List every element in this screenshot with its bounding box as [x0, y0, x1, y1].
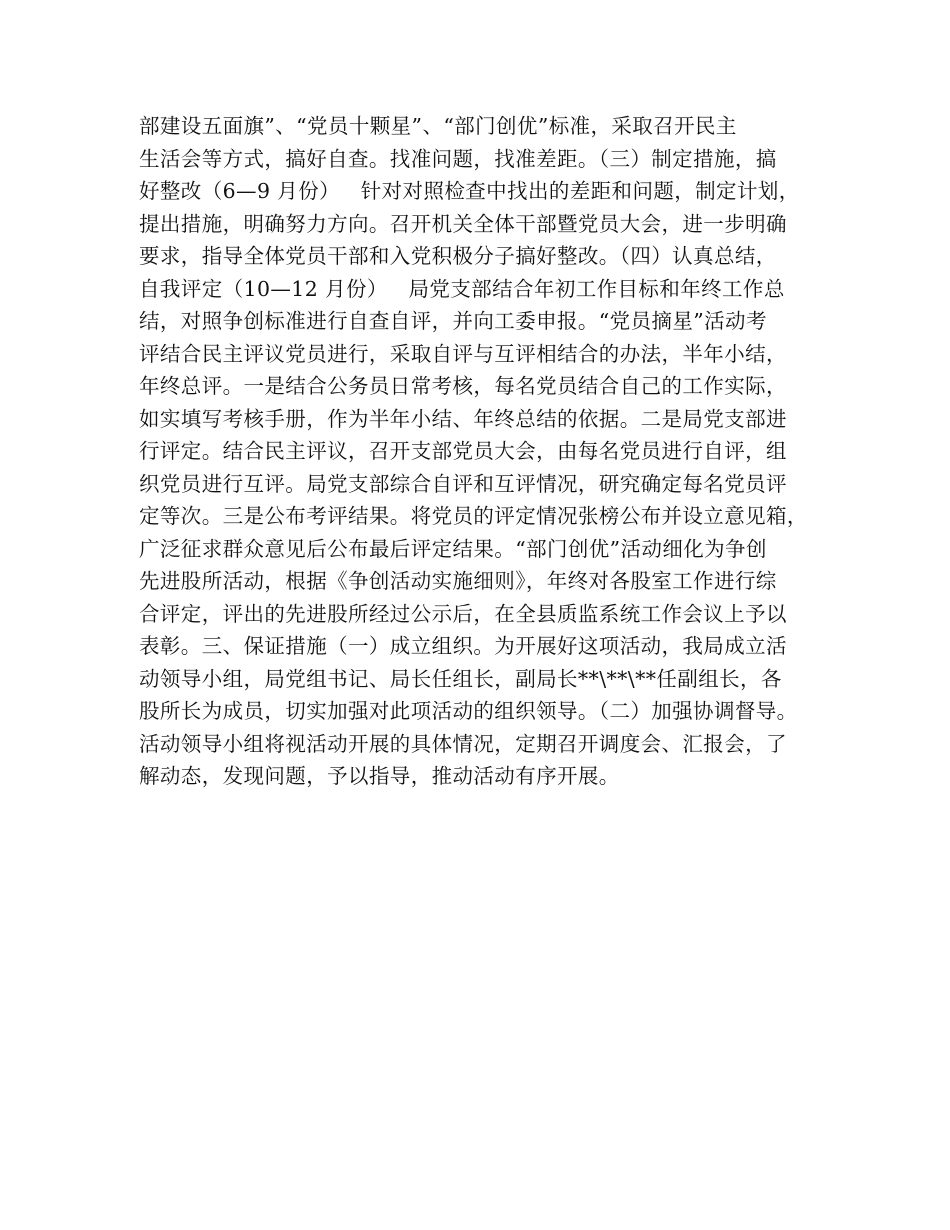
text-line: 自我评定（10—12 月份） 局党支部结合年初工作目标和年终工作总 — [139, 276, 785, 301]
body-text — [139, 110, 839, 793]
text-line: 行评定。结合民主评议，召开支部党员大会，由每名党员进行自评，组 — [139, 439, 787, 463]
text-line: 动领导小组，局党组书记、局长任组长，副局长**\**\**任副组长，各 — [139, 666, 782, 691]
text-line: 定等次。三是公布考评结果。将党员的评定情况张榜公布并设立意见箱， — [139, 504, 808, 528]
text-line: 先进股所活动，根据《争创活动实施细则》，年终对各股室工作进行综 — [139, 569, 777, 593]
text-line: 部建设五面旗”、“党员十颗星”、“部门创优”标准，采取召开民主 — [139, 114, 737, 138]
text-line: 要求，指导全体党员干部和入党积极分子搞好整改。（四）认真总结， — [139, 244, 777, 268]
text-line: 合评定，评出的先进股所经过公示后，在全县质监系统工作会议上予以 — [139, 601, 787, 626]
text-line: 解动态，发现问题，予以指导，推动活动有序开展。 — [139, 764, 620, 788]
text-line: 提出措施，明确努力方向。召开机关全体干部暨党员大会，进一步明确 — [139, 211, 787, 236]
text-line: 股所长为成员，切实加强对此项活动的组织领导。（二）加强协调督导。 — [139, 699, 798, 723]
text-line: 织党员进行互评。局党支部综合自评和互评情况，研究确定每名党员评 — [139, 471, 787, 496]
text-line: 活动领导小组将视活动开展的具体情况，定期召开调度会、汇报会，了 — [139, 731, 787, 756]
text-line: 生活会等方式，搞好自查。找准问题，找准差距。（三）制定措施，搞 — [139, 146, 777, 171]
text-line: 表彰。三、保证措施（一）成立组织。为开展好这项活动，我局成立活 — [139, 634, 787, 658]
text-line: 如实填写考核手册，作为半年小结、年终总结的依据。二是局党支部进 — [139, 406, 787, 431]
text-line: 结，对照争创标准进行自查自评，并向工委申报。“党员摘星”活动考 — [139, 309, 767, 333]
text-line: 年终总评。一是结合公务员日常考核，每名党员结合自己的工作实际， — [139, 374, 787, 398]
text-line: 广泛征求群众意见后公布最后评定结果。“部门创优”活动细化为争创 — [139, 536, 767, 561]
text-line: 好整改（6—9 月份） 针对对照检查中找出的差距和问题，制定计划， — [139, 179, 800, 203]
text-line: 评结合民主评议党员进行，采取自评与互评相结合的办法，半年小结， — [139, 341, 787, 366]
